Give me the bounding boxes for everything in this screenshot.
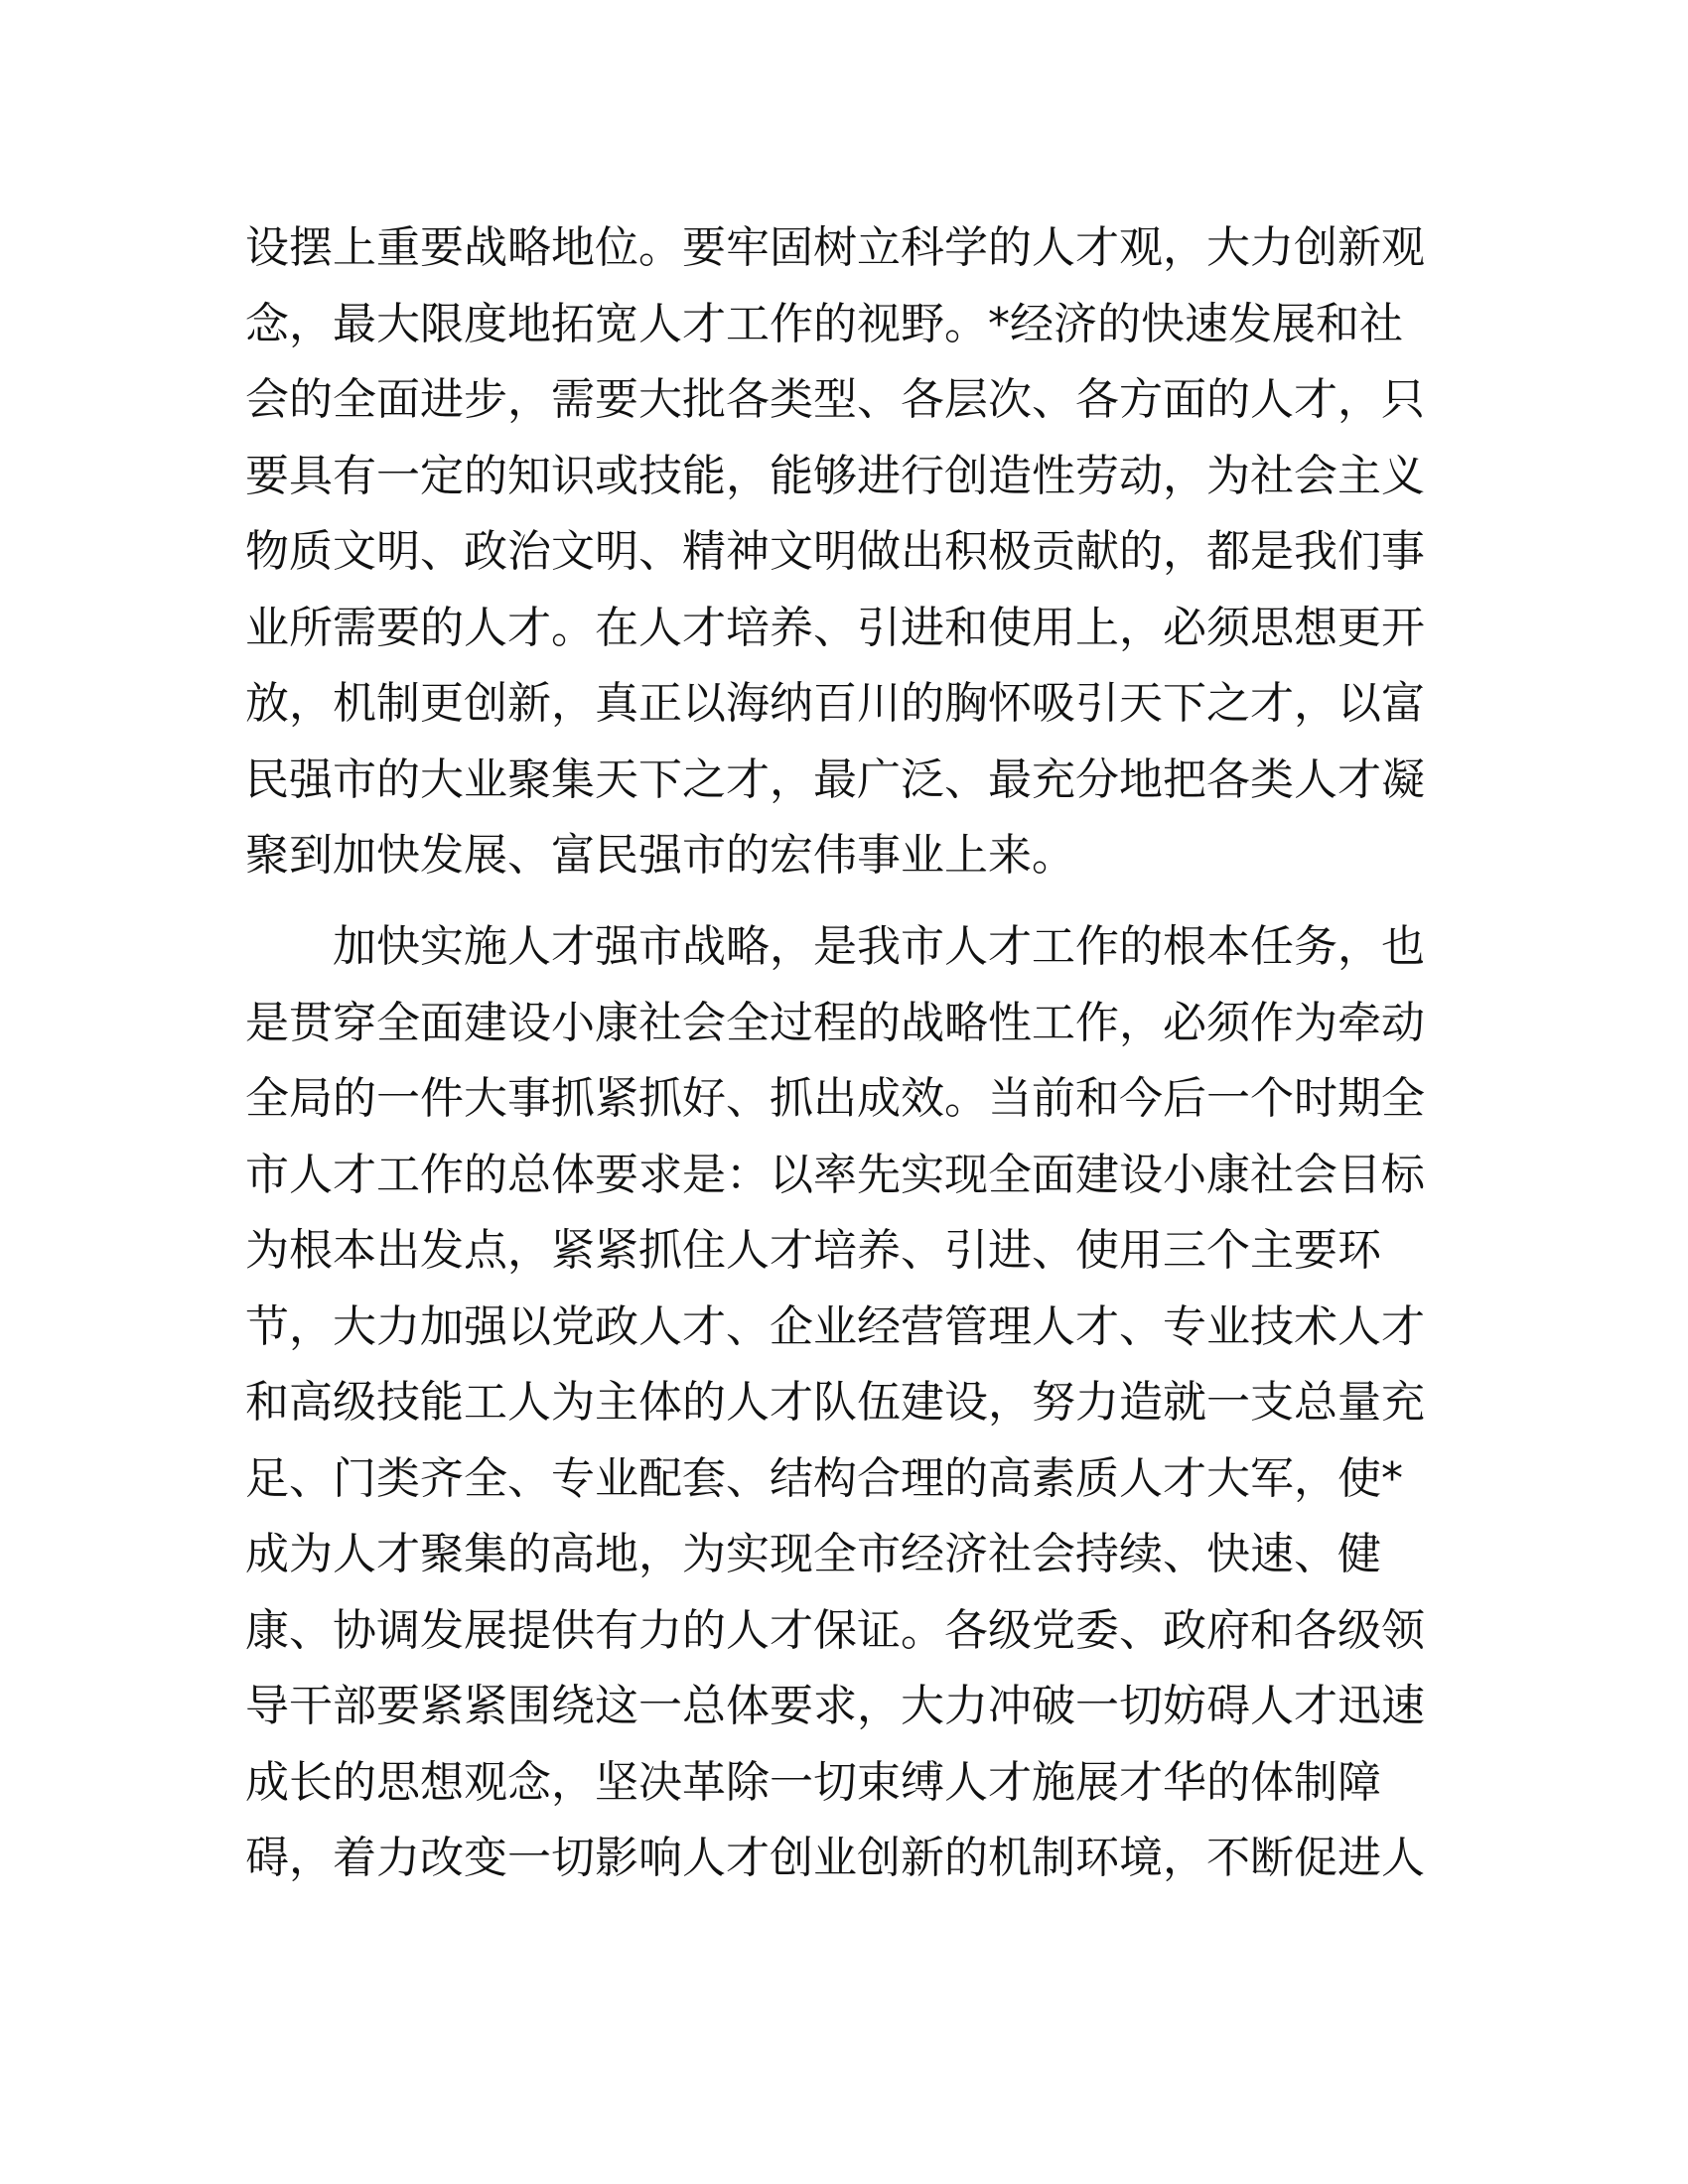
- text-line: 康、协调发展提供有力的人才保证。各级党委、政府和各级领: [245, 1604, 1425, 1656]
- text-line: 足、门类齐全、专业配套、结构合理的高素质人才大军，使*: [245, 1452, 1403, 1504]
- text-line: 业所需要的人才。在人才培养、引进和使用上，必须思想更开: [245, 602, 1425, 653]
- text-line: 是贯穿全面建设小康社会全过程的战略性工作，必须作为牵动: [245, 997, 1425, 1048]
- text-line: 念，最大限度地拓宽人才工作的视野。*经济的快速发展和社: [245, 298, 1403, 349]
- text-line: 成长的思想观念，坚决革除一切束缚人才施展才华的体制障: [245, 1756, 1381, 1808]
- text-line: 和高级技能工人为主体的人才队伍建设，努力造就一支总量充: [245, 1377, 1425, 1428]
- text-line: 成为人才聚集的高地，为实现全市经济社会持续、快速、健: [245, 1529, 1381, 1579]
- text-line: 聚到加快发展、富民强市的宏伟事业上来。: [245, 830, 1075, 881]
- text-line: 要具有一定的知识或技能，能够进行创造性劳动，为社会主义: [245, 450, 1425, 501]
- text-line: 会的全面进步，需要大批各类型、各层次、各方面的人才，只: [245, 374, 1425, 425]
- text-line: 物质文明、政治文明、精神文明做出积极贡献的，都是我们事: [245, 526, 1425, 577]
- text-line: 导干部要紧紧围绕这一总体要求，大力冲破一切妨碍人才迅速: [245, 1681, 1425, 1731]
- text-line: 放，机制更创新，真正以海纳百川的胸怀吸引天下之才，以富: [245, 678, 1425, 729]
- text-line: 市人才工作的总体要求是：以率先实现全面建设小康社会目标: [245, 1149, 1425, 1200]
- paragraph-2: [245, 909, 1437, 1897]
- text-line: 全局的一件大事抓紧抓好、抓出成效。当前和今后一个时期全: [245, 1073, 1425, 1124]
- text-line: 为根本出发点，紧紧抓住人才培养、引进、使用三个主要环: [245, 1225, 1381, 1276]
- text-line: 设摆上重要战略地位。要牢固树立科学的人才观，大力创新观: [245, 222, 1425, 273]
- text-line: 碍，着力改变一切影响人才创业创新的机制环境，不断促进人: [245, 1833, 1425, 1883]
- text-line: 节，大力加强以党政人才、企业经营管理人才、专业技术人才: [245, 1300, 1425, 1352]
- text-line: 民强市的大业聚集天下之才，最广泛、最充分地把各类人才凝: [245, 753, 1425, 805]
- paragraph-1: [245, 210, 1437, 894]
- text-line: 加快实施人才强市战略，是我市人才工作的根本任务，也: [333, 921, 1425, 972]
